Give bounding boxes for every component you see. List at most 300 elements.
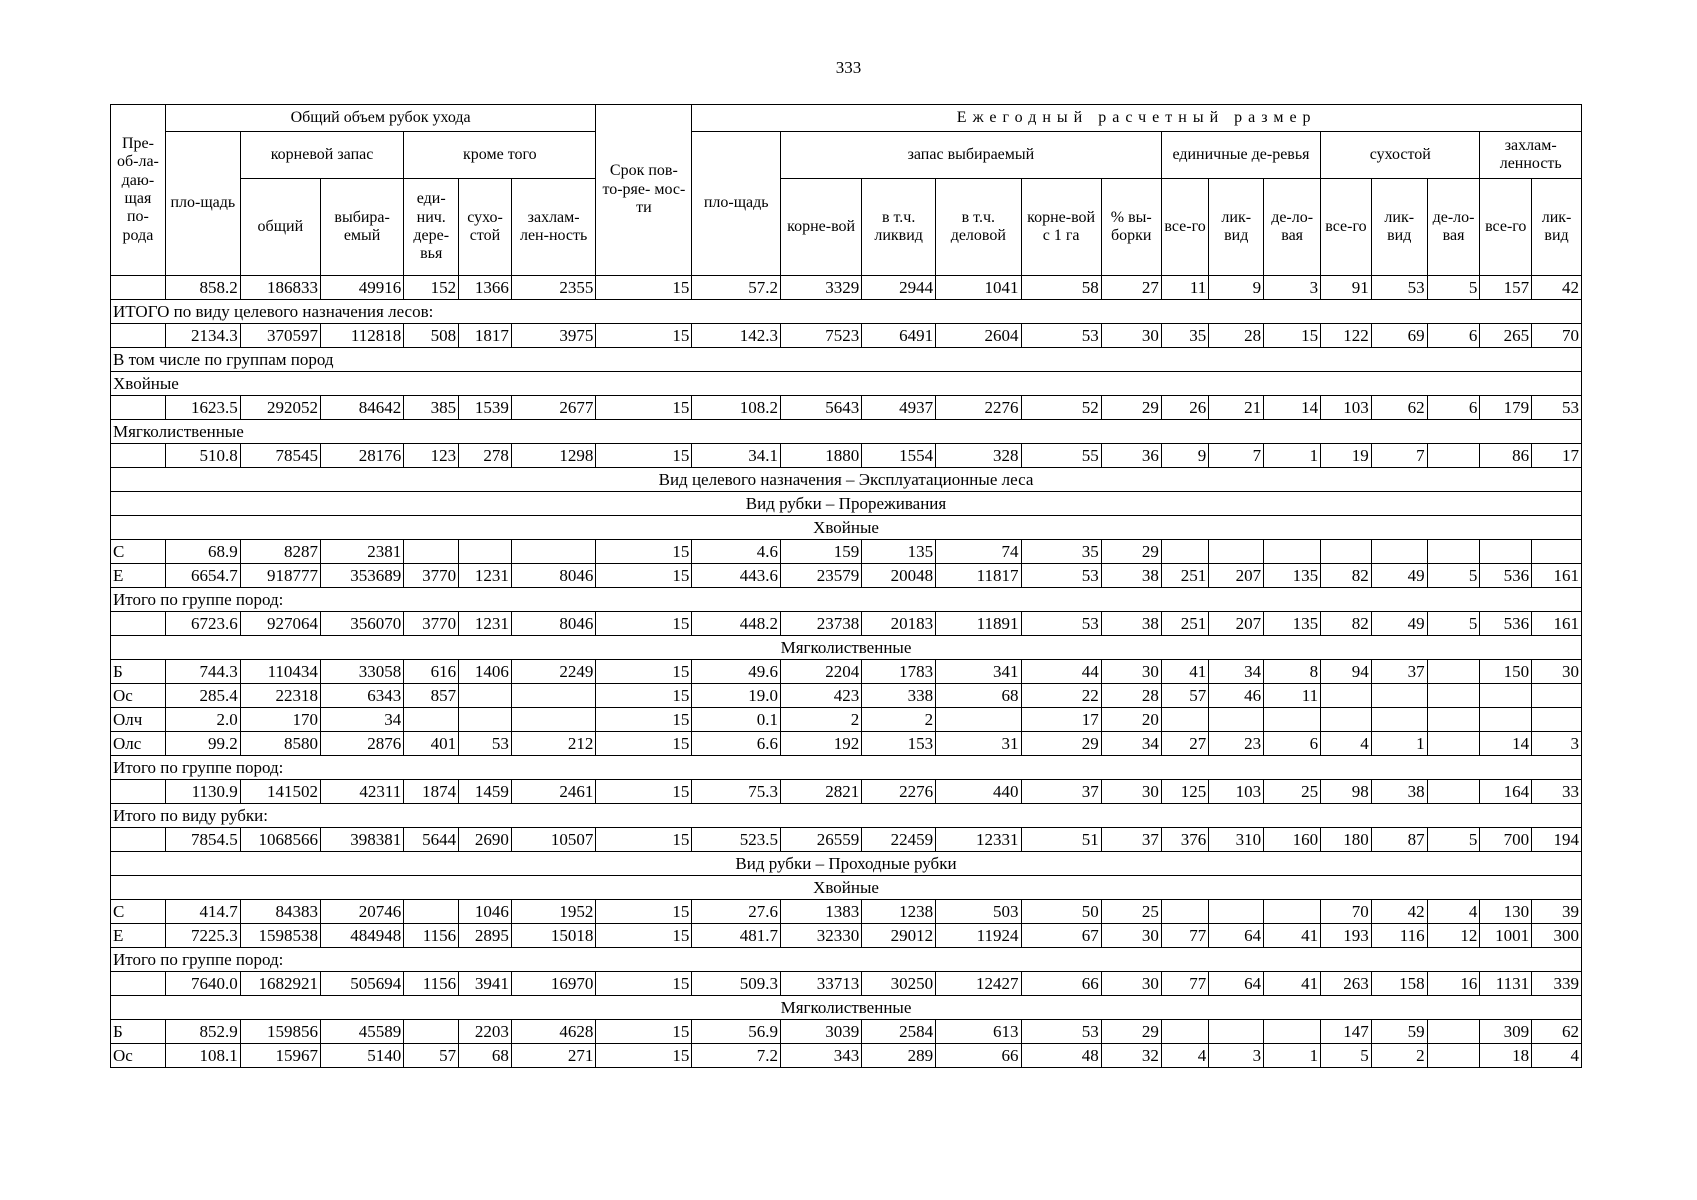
value-cell: 153 xyxy=(862,732,936,756)
value-cell: 744.3 xyxy=(165,660,240,684)
value-cell: 28 xyxy=(1209,324,1264,348)
single-trees-header: еди-нич. дере-вья xyxy=(404,179,459,276)
value-cell: 292052 xyxy=(240,396,320,420)
value-cell: 30 xyxy=(1101,324,1161,348)
value-cell xyxy=(1264,1020,1321,1044)
value-cell: 42311 xyxy=(320,780,403,804)
forest-thinning-table xyxy=(110,104,1582,1068)
value-cell: 34.1 xyxy=(692,444,781,468)
value-cell xyxy=(1532,540,1582,564)
value-cell xyxy=(1209,1020,1264,1044)
value-cell: 1554 xyxy=(862,444,936,468)
value-cell: 22318 xyxy=(240,684,320,708)
value-cell: 4628 xyxy=(511,1020,595,1044)
value-cell xyxy=(511,540,595,564)
value-cell: 125 xyxy=(1161,780,1208,804)
value-cell: 5 xyxy=(1427,612,1480,636)
single-liquid-header: лик-вид xyxy=(1209,179,1264,276)
value-cell: 82 xyxy=(1321,564,1372,588)
value-cell: 28 xyxy=(1101,684,1161,708)
value-cell: 1 xyxy=(1264,1044,1321,1068)
value-cell: 484948 xyxy=(320,924,403,948)
value-cell: 17 xyxy=(1021,708,1101,732)
value-cell: 15 xyxy=(1264,324,1321,348)
value-cell: 2 xyxy=(781,708,862,732)
value-cell: 36 xyxy=(1101,444,1161,468)
value-cell: 927064 xyxy=(240,612,320,636)
value-cell: 448.2 xyxy=(692,612,781,636)
value-cell: 91 xyxy=(1321,276,1372,300)
value-cell: 503 xyxy=(936,900,1021,924)
group-heading: Мягколиственные xyxy=(111,996,1582,1020)
value-cell: 68.9 xyxy=(165,540,240,564)
value-cell: 110434 xyxy=(240,660,320,684)
value-cell xyxy=(1427,780,1480,804)
value-cell: 15 xyxy=(596,780,692,804)
value-cell: 157 xyxy=(1480,276,1532,300)
value-cell xyxy=(1161,540,1208,564)
value-cell: 1366 xyxy=(459,276,512,300)
value-cell: 32330 xyxy=(781,924,862,948)
value-cell: 385 xyxy=(404,396,459,420)
root-total-header: общий xyxy=(240,179,320,276)
species-cell: Е xyxy=(111,564,166,588)
species-cell: Ос xyxy=(111,684,166,708)
value-cell: 4 xyxy=(1427,900,1480,924)
value-cell: 207 xyxy=(1209,612,1264,636)
value-cell: 75.3 xyxy=(692,780,781,804)
value-cell: 116 xyxy=(1371,924,1427,948)
value-cell: 57 xyxy=(404,1044,459,1068)
value-cell: 20183 xyxy=(862,612,936,636)
value-cell: 31 xyxy=(936,732,1021,756)
value-cell: 42 xyxy=(1532,276,1582,300)
value-cell: 536 xyxy=(1480,612,1532,636)
value-cell: 6343 xyxy=(320,684,403,708)
value-cell: 37 xyxy=(1101,828,1161,852)
value-cell: 49 xyxy=(1371,612,1427,636)
value-cell: 16 xyxy=(1427,972,1480,996)
value-cell: 67 xyxy=(1021,924,1101,948)
value-cell: 70 xyxy=(1321,900,1372,924)
value-cell xyxy=(1427,444,1480,468)
value-cell: 1156 xyxy=(404,972,459,996)
value-cell: 15 xyxy=(596,564,692,588)
value-cell: 12331 xyxy=(936,828,1021,852)
value-cell: 918777 xyxy=(240,564,320,588)
value-cell: 94 xyxy=(1321,660,1372,684)
value-cell: 5644 xyxy=(404,828,459,852)
value-cell: 15 xyxy=(596,540,692,564)
value-cell: 14 xyxy=(1480,732,1532,756)
value-cell: 170 xyxy=(240,708,320,732)
value-cell: 7523 xyxy=(781,324,862,348)
value-cell: 53 xyxy=(1021,612,1101,636)
section-label: Итого по группе пород: xyxy=(111,588,1582,612)
value-cell: 84642 xyxy=(320,396,403,420)
value-cell: 86 xyxy=(1480,444,1532,468)
value-cell: 15 xyxy=(596,900,692,924)
value-cell xyxy=(1427,1020,1480,1044)
value-cell: 1459 xyxy=(459,780,512,804)
value-cell: 49916 xyxy=(320,276,403,300)
root-stock-header: корневой запас xyxy=(240,132,404,179)
value-cell: 26559 xyxy=(781,828,862,852)
value-cell: 339 xyxy=(1532,972,1582,996)
value-cell: 3770 xyxy=(404,564,459,588)
value-cell: 7 xyxy=(1209,444,1264,468)
value-cell: 123 xyxy=(404,444,459,468)
value-cell xyxy=(1161,900,1208,924)
value-cell: 42 xyxy=(1371,900,1427,924)
value-cell: 1046 xyxy=(459,900,512,924)
value-cell: 212 xyxy=(511,732,595,756)
value-cell: 20 xyxy=(1101,708,1161,732)
value-cell xyxy=(1427,732,1480,756)
clutter-liquid-header: лик-вид xyxy=(1532,179,1582,276)
value-cell: 1068566 xyxy=(240,828,320,852)
value-cell: 398381 xyxy=(320,828,403,852)
value-cell: 9 xyxy=(1161,444,1208,468)
value-cell: 15 xyxy=(596,660,692,684)
value-cell xyxy=(1532,708,1582,732)
value-cell: 15 xyxy=(596,1020,692,1044)
value-cell: 376 xyxy=(1161,828,1208,852)
value-cell: 112818 xyxy=(320,324,403,348)
group-heading: Вид целевого назначения – Эксплуатационные леса xyxy=(111,468,1582,492)
value-cell: 15018 xyxy=(511,924,595,948)
value-cell: 38 xyxy=(1101,564,1161,588)
value-cell: 64 xyxy=(1209,924,1264,948)
value-cell: 1156 xyxy=(404,924,459,948)
stock-selected-header: запас выбираемый xyxy=(781,132,1162,179)
section-label-row xyxy=(111,300,1582,324)
value-cell: 19.0 xyxy=(692,684,781,708)
value-cell: 35 xyxy=(1161,324,1208,348)
value-cell: 59 xyxy=(1371,1020,1427,1044)
value-cell: 356070 xyxy=(320,612,403,636)
section-label-row xyxy=(111,420,1582,444)
value-cell: 9 xyxy=(1209,276,1264,300)
value-cell: 1238 xyxy=(862,900,936,924)
table-row xyxy=(111,1020,1582,1044)
value-cell: 142.3 xyxy=(692,324,781,348)
species-cell: Ос xyxy=(111,1044,166,1068)
value-cell: 34 xyxy=(320,708,403,732)
species-cell xyxy=(111,324,166,348)
value-cell: 160 xyxy=(1264,828,1321,852)
table-row xyxy=(111,684,1582,708)
value-cell xyxy=(1427,1044,1480,1068)
value-cell xyxy=(1321,684,1372,708)
value-cell: 66 xyxy=(936,1044,1021,1068)
value-cell: 70 xyxy=(1532,324,1582,348)
species-cell: Олс xyxy=(111,732,166,756)
value-cell: 20746 xyxy=(320,900,403,924)
section-label-row xyxy=(111,804,1582,828)
value-cell: 857 xyxy=(404,684,459,708)
value-cell: 0.1 xyxy=(692,708,781,732)
value-cell: 343 xyxy=(781,1044,862,1068)
value-cell: 2204 xyxy=(781,660,862,684)
section-label-row xyxy=(111,348,1582,372)
species-cell xyxy=(111,612,166,636)
value-cell: 1682921 xyxy=(240,972,320,996)
value-cell: 68 xyxy=(936,684,1021,708)
table-row xyxy=(111,324,1582,348)
value-cell: 3770 xyxy=(404,612,459,636)
value-cell: 122 xyxy=(1321,324,1372,348)
value-cell: 2.0 xyxy=(165,708,240,732)
value-cell xyxy=(1371,540,1427,564)
value-cell: 7854.5 xyxy=(165,828,240,852)
value-cell: 2355 xyxy=(511,276,595,300)
value-cell: 37 xyxy=(1371,660,1427,684)
value-cell: 25 xyxy=(1101,900,1161,924)
value-cell: 33713 xyxy=(781,972,862,996)
group-heading: Хвойные xyxy=(111,516,1582,540)
group-heading-row xyxy=(111,516,1582,540)
value-cell: 1231 xyxy=(459,612,512,636)
value-cell: 159 xyxy=(781,540,862,564)
value-cell: 2895 xyxy=(459,924,512,948)
value-cell: 161 xyxy=(1532,564,1582,588)
value-cell: 152 xyxy=(404,276,459,300)
value-cell: 15 xyxy=(596,732,692,756)
value-cell: 4 xyxy=(1161,1044,1208,1068)
section-label: Хвойные xyxy=(111,372,1582,396)
table-row xyxy=(111,564,1582,588)
value-cell xyxy=(1427,540,1480,564)
value-cell: 45589 xyxy=(320,1020,403,1044)
value-cell: 1041 xyxy=(936,276,1021,300)
value-cell: 15 xyxy=(596,396,692,420)
value-cell: 8046 xyxy=(511,612,595,636)
value-cell: 423 xyxy=(781,684,862,708)
table-row xyxy=(111,276,1582,300)
value-cell: 46 xyxy=(1209,684,1264,708)
value-cell: 55 xyxy=(1021,444,1101,468)
value-cell: 158 xyxy=(1371,972,1427,996)
value-cell: 34 xyxy=(1101,732,1161,756)
section-label: ИТОГО по виду целевого назначения лесов: xyxy=(111,300,1582,324)
group-heading-row xyxy=(111,996,1582,1020)
value-cell: 53 xyxy=(1021,564,1101,588)
value-cell: 11924 xyxy=(936,924,1021,948)
value-cell: 33 xyxy=(1532,780,1582,804)
value-cell: 27 xyxy=(1161,732,1208,756)
value-cell: 15 xyxy=(596,708,692,732)
value-cell: 30 xyxy=(1101,660,1161,684)
value-cell: 57.2 xyxy=(692,276,781,300)
value-cell: 49 xyxy=(1371,564,1427,588)
value-cell: 30 xyxy=(1101,924,1161,948)
value-cell: 7.2 xyxy=(692,1044,781,1068)
species-cell: Е xyxy=(111,924,166,948)
value-cell: 2276 xyxy=(936,396,1021,420)
value-cell: 2584 xyxy=(862,1020,936,1044)
value-cell: 180 xyxy=(1321,828,1372,852)
value-cell: 99.2 xyxy=(165,732,240,756)
value-cell: 32 xyxy=(1101,1044,1161,1068)
value-cell: 1598538 xyxy=(240,924,320,948)
species-cell xyxy=(111,780,166,804)
value-cell: 29 xyxy=(1101,396,1161,420)
value-cell xyxy=(459,708,512,732)
root-per-ha-header: корне-вой с 1 га xyxy=(1021,179,1101,276)
value-cell: 57 xyxy=(1161,684,1208,708)
value-cell xyxy=(404,1020,459,1044)
value-cell: 3941 xyxy=(459,972,512,996)
dead-business-header: де-ло-вая xyxy=(1427,179,1480,276)
value-cell xyxy=(1161,708,1208,732)
table-body xyxy=(111,276,1582,1068)
value-cell: 1130.9 xyxy=(165,780,240,804)
clutter-group-header: захлам-ленность xyxy=(1480,132,1582,179)
value-cell: 53 xyxy=(1371,276,1427,300)
value-cell: 7640.0 xyxy=(165,972,240,996)
value-cell: 35 xyxy=(1021,540,1101,564)
value-cell: 44 xyxy=(1021,660,1101,684)
value-cell: 2276 xyxy=(862,780,936,804)
value-cell: 22459 xyxy=(862,828,936,852)
value-cell: 29 xyxy=(1101,540,1161,564)
page-number: 333 xyxy=(835,58,862,77)
value-cell: 41 xyxy=(1161,660,1208,684)
value-cell: 29012 xyxy=(862,924,936,948)
value-cell: 53 xyxy=(1021,1020,1101,1044)
table-row xyxy=(111,924,1582,948)
value-cell: 15 xyxy=(596,1044,692,1068)
value-cell xyxy=(1371,684,1427,708)
value-cell: 3975 xyxy=(511,324,595,348)
value-cell: 15 xyxy=(596,828,692,852)
single-total-header: все-го xyxy=(1161,179,1208,276)
value-cell: 510.8 xyxy=(165,444,240,468)
value-cell: 53 xyxy=(1532,396,1582,420)
value-cell: 5643 xyxy=(781,396,862,420)
value-cell: 8580 xyxy=(240,732,320,756)
value-cell: 858.2 xyxy=(165,276,240,300)
value-cell: 852.9 xyxy=(165,1020,240,1044)
value-cell: 509.3 xyxy=(692,972,781,996)
value-cell: 161 xyxy=(1532,612,1582,636)
value-cell: 194 xyxy=(1532,828,1582,852)
table-row xyxy=(111,828,1582,852)
total-volume-header: Общий объем рубок ухода xyxy=(165,105,596,132)
value-cell: 15 xyxy=(596,612,692,636)
value-cell: 3329 xyxy=(781,276,862,300)
value-cell: 53 xyxy=(459,732,512,756)
value-cell: 27.6 xyxy=(692,900,781,924)
value-cell xyxy=(1264,900,1321,924)
species-cell xyxy=(111,444,166,468)
value-cell: 52 xyxy=(1021,396,1101,420)
value-cell: 19 xyxy=(1321,444,1372,468)
value-cell: 51 xyxy=(1021,828,1101,852)
value-cell: 341 xyxy=(936,660,1021,684)
clutter-total-header: все-го xyxy=(1480,179,1532,276)
value-cell: 414.7 xyxy=(165,900,240,924)
table-row xyxy=(111,972,1582,996)
value-cell: 50 xyxy=(1021,900,1101,924)
value-cell: 30 xyxy=(1532,660,1582,684)
value-cell: 87 xyxy=(1371,828,1427,852)
table-header xyxy=(111,105,1582,276)
value-cell: 12 xyxy=(1427,924,1480,948)
value-cell xyxy=(511,708,595,732)
value-cell: 6 xyxy=(1264,732,1321,756)
value-cell: 15 xyxy=(596,972,692,996)
incl-business-header: в т.ч. деловой xyxy=(936,179,1021,276)
deadwood-header: сухо-стой xyxy=(459,179,512,276)
value-cell: 22 xyxy=(1021,684,1101,708)
area-header: пло-щадь xyxy=(165,132,240,276)
value-cell xyxy=(1480,540,1532,564)
value-cell: 481.7 xyxy=(692,924,781,948)
value-cell: 78545 xyxy=(240,444,320,468)
value-cell: 6654.7 xyxy=(165,564,240,588)
value-cell: 370597 xyxy=(240,324,320,348)
value-cell xyxy=(459,684,512,708)
value-cell: 289 xyxy=(862,1044,936,1068)
value-cell: 8 xyxy=(1264,660,1321,684)
value-cell: 4.6 xyxy=(692,540,781,564)
table-row xyxy=(111,780,1582,804)
value-cell xyxy=(511,684,595,708)
value-cell xyxy=(1209,900,1264,924)
value-cell: 2249 xyxy=(511,660,595,684)
value-cell: 192 xyxy=(781,732,862,756)
value-cell: 16970 xyxy=(511,972,595,996)
value-cell: 108.2 xyxy=(692,396,781,420)
value-cell: 38 xyxy=(1101,612,1161,636)
value-cell: 11817 xyxy=(936,564,1021,588)
value-cell xyxy=(459,540,512,564)
value-cell: 159856 xyxy=(240,1020,320,1044)
value-cell: 26 xyxy=(1161,396,1208,420)
table-row xyxy=(111,900,1582,924)
species-cell: Б xyxy=(111,660,166,684)
value-cell: 141502 xyxy=(240,780,320,804)
section-label-row xyxy=(111,588,1582,612)
value-cell: 1 xyxy=(1264,444,1321,468)
value-cell: 309 xyxy=(1480,1020,1532,1044)
value-cell xyxy=(1532,684,1582,708)
value-cell: 64 xyxy=(1209,972,1264,996)
value-cell: 2 xyxy=(1371,1044,1427,1068)
value-cell: 15 xyxy=(596,924,692,948)
value-cell: 62 xyxy=(1532,1020,1582,1044)
value-cell: 33058 xyxy=(320,660,403,684)
value-cell: 135 xyxy=(862,540,936,564)
value-cell: 77 xyxy=(1161,972,1208,996)
value-cell: 2821 xyxy=(781,780,862,804)
value-cell: 1131 xyxy=(1480,972,1532,996)
value-cell: 48 xyxy=(1021,1044,1101,1068)
value-cell: 2876 xyxy=(320,732,403,756)
table-row xyxy=(111,708,1582,732)
value-cell: 353689 xyxy=(320,564,403,588)
single-business-header: де-ло-вая xyxy=(1264,179,1321,276)
value-cell: 278 xyxy=(459,444,512,468)
value-cell: 30250 xyxy=(862,972,936,996)
value-cell: 1 xyxy=(1371,732,1427,756)
value-cell: 62 xyxy=(1371,396,1427,420)
value-cell: 23738 xyxy=(781,612,862,636)
value-cell: 265 xyxy=(1480,324,1532,348)
value-cell: 38 xyxy=(1371,780,1427,804)
